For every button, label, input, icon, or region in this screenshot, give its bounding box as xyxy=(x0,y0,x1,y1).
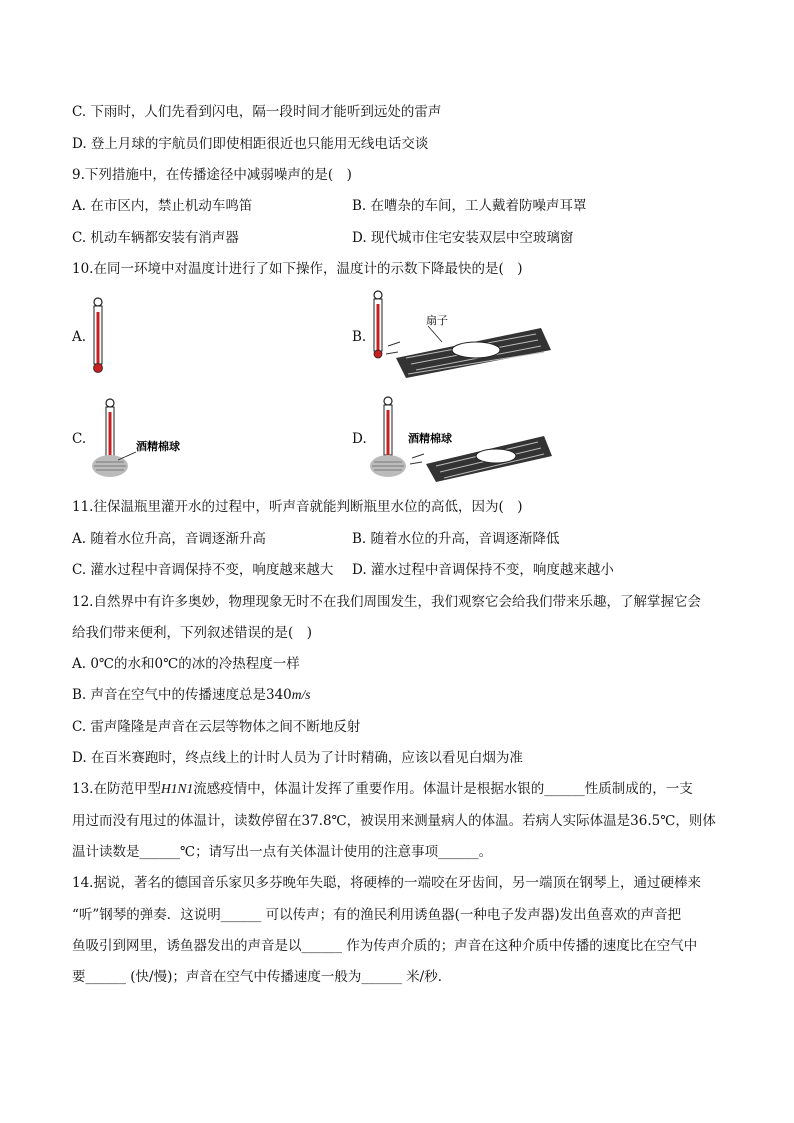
q11-option-d: D. 灌水过程中音调保持不变，响度越来越小 xyxy=(352,562,614,578)
wind-lines xyxy=(386,342,400,354)
q8-option-c: C. 下雨时，人们先看到闪电，隔一段时间才能听到远处的雷声 xyxy=(72,104,442,120)
q11-option-a: A. 随着水位升高，音调逐渐升高 xyxy=(72,531,266,547)
thermometer-d-figure xyxy=(366,394,556,486)
q10-label-a: A. xyxy=(72,329,87,345)
q12-option-a: A. 0℃的水和0℃的冰的冷热程度一样 xyxy=(72,656,300,672)
q11-option-c: C. 灌水过程中音调保持不变，响度越来越大 xyxy=(72,562,334,578)
thermometer-c-figure xyxy=(88,396,218,486)
thermometer-b-figure xyxy=(366,288,556,388)
q13-line2: 用过而没有甩过的体温计，读数停留在37.8℃，被误用来测量病人的体温。若病人实际体温是36.5℃，则体 xyxy=(72,813,716,829)
q10-label-b: B. xyxy=(352,329,367,345)
q14-line3: 鱼吸引到网里，诱鱼器发出的声音是以______ 作为传声介质的；声音在这种介质中传播的速度比在空气中 xyxy=(72,938,698,954)
q13-line1-pre: 13.在防范甲型 xyxy=(72,781,161,797)
q14-line2: “听”钢琴的弹奏．这说明______ 可以传声；有的渔民利用诱鱼器(一种电子发声器)发出鱼喜欢的声音把 xyxy=(72,907,682,923)
thermometer-c-mercury xyxy=(109,412,112,458)
thermometer-a-cap xyxy=(94,298,102,306)
q13-line1 xyxy=(72,780,693,798)
alcohol-label-d: 酒精棉球 xyxy=(408,432,452,445)
q14-line4: 要______ (快/慢)；声音在空气中传播速度一般为______ 米/秒． xyxy=(72,969,452,985)
thermometer-b-mercury xyxy=(377,304,380,352)
thermometer-a-bulb xyxy=(94,364,103,373)
q12-option-b-unit: m/s xyxy=(291,687,311,702)
q10-stem: 10.在同一环境中对温度计进行了如下操作，温度计的示数下降最快的是( ) xyxy=(72,261,523,277)
thermometer-d-mercury xyxy=(387,410,390,456)
q9-option-b: B. 在嘈杂的车间，工人戴着防噪声耳罩 xyxy=(352,198,587,214)
cotton-ball-d xyxy=(370,455,406,477)
q13-virus-name: H1N1 xyxy=(160,781,194,796)
q9-option-d: D. 现代城市住宅安装双层中空玻璃窗 xyxy=(352,230,574,246)
q12-stem-line2: 给我们带来便利，下列叙述错误的是( ) xyxy=(72,625,313,641)
q12-option-b-text: B. 声音在空气中的传播速度总是340 xyxy=(72,687,292,703)
q9-option-c: C. 机动车辆都安装有消声器 xyxy=(72,230,239,246)
thermometer-a-mercury xyxy=(97,312,100,366)
q8-option-d: D. 登上月球的宇航员们即使相距很近也只能用无线电话交谈 xyxy=(72,136,429,152)
fan-graphic xyxy=(396,328,551,378)
q12-option-b xyxy=(72,686,311,704)
q13-line1-post: 流感疫情中，体温计发挥了重要作用。体温计是根据水银的______性质制成的，一支 xyxy=(193,781,693,797)
q10-label-d: D. xyxy=(352,431,367,447)
q13-line3: 温计读数是______℃；请写出一点有关体温计使用的注意事项______。 xyxy=(72,844,493,860)
fan-label: 扇子 xyxy=(426,314,448,327)
thermometer-a-figure xyxy=(88,296,108,376)
q11-option-b: B. 随着水位的升高，音调逐渐降低 xyxy=(352,531,560,547)
q10-label-c: C. xyxy=(72,431,87,447)
q12-stem-line1: 12.自然界中有许多奥妙，物理现象无时不在我们周围发生，我们观察它会给我们带来乐趣，了解掌握它会 xyxy=(72,594,701,610)
q12-option-d: D. 在百米赛跑时，终点线上的计时人员为了计时精确，应该以看见白烟为准 xyxy=(72,750,523,766)
q9-stem: 9.下列措施中，在传播途径中减弱噪声的是( ) xyxy=(72,167,352,183)
q11-stem: 11.往保温瓶里灌开水的过程中，听声音就能判断瓶里水位的高低，因为( ) xyxy=(72,499,523,515)
q14-line1: 14.据说，著名的德国音乐家贝多芬晚年失聪，将硬棒的一端咬在牙齿间，另一端顶在钢琴上，通过硬棒来 xyxy=(72,875,701,891)
q12-option-c: C. 雷声隆隆是声音在云层等物体之间不断地反射 xyxy=(72,719,361,735)
q9-option-a: A. 在市区内，禁止机动车鸣笛 xyxy=(72,198,253,214)
alcohol-label-c: 酒精棉球 xyxy=(136,440,180,453)
